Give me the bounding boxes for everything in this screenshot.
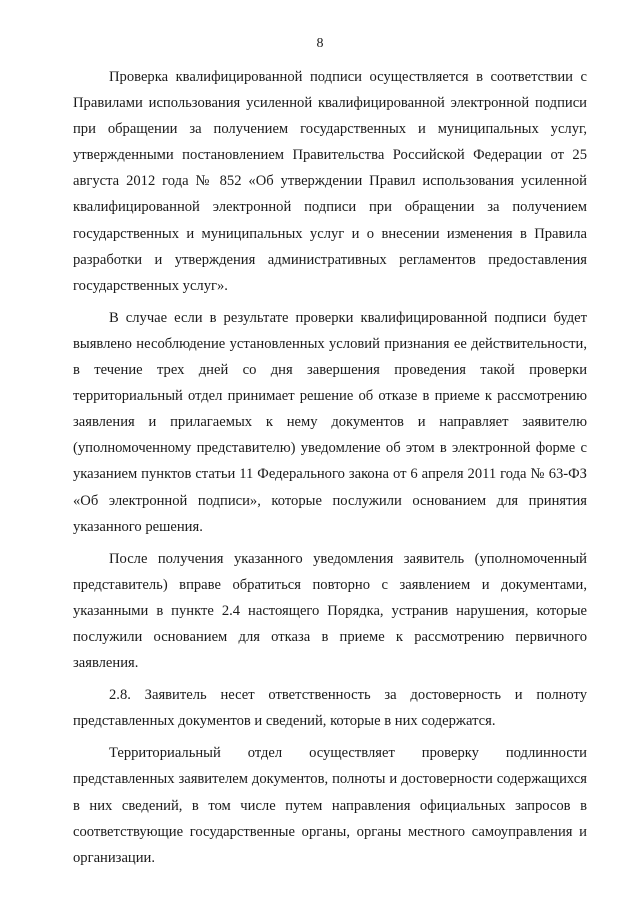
page-number: 8	[316, 36, 324, 51]
paragraph-applicant-responsibility: 2.8. Заявитель несет ответственность за достоверность и полноту представленных документов и сведений, которые в них содержатся.	[73, 687, 587, 730]
document-body	[73, 64, 587, 871]
paragraph-document-verification: Территориальный отдел осуществляет проверку подлинности представленных заявителем документов, полноты и достоверности содержащихся в них сведений, в том числе путем направления официальных запросов в соответствующие государственные органы, органы местного самоуправления и организации.	[73, 745, 587, 866]
paragraph-signature-verification: Проверка квалифицированной подписи осуществляется в соответствии с Правилами использования усиленной квалифицированной электронной подписи при обращении за получением государственных и муниципальных услуг, утвержденными постановлением Правительства Российской Федерации от 25 августа 2012 года № 852 «Об утверждении Правил использования усиленной квалифицированной электронной подписи при обращении за получением государственных и муниципальных услуг и о внесении изменения в Правила разработки и утверждения административных регламентов предоставления государственных услуг».	[73, 69, 587, 294]
paragraph-signature-invalid: В случае если в результате проверки квалифицированной подписи будет выявлено несоблюдение установленных условий признания ее действительности, в течение трех дней со дня завершения проведения такой проверки территориальный отдел принимает решение об отказе в приеме к рассмотрению заявления и прилагаемых к нему документов и направляет заявителю (уполномоченному представителю) уведомление об этом в электронной форме с указанием пунктов статьи 11 Федерального закона от 6 апреля 2011 года № 63-ФЗ «Об электронной подписи», которые послужили основанием для принятия указанного решения.	[73, 309, 587, 535]
paragraph-resubmission: После получения указанного уведомления заявитель (уполномоченный представитель) вправе обратиться повторно с заявлением и документами, указанными в пункте 2.4 настоящего Порядка, устранив нарушения, которые послужили основанием для отказа в приеме к рассмотрению первичного заявления.	[73, 550, 587, 672]
